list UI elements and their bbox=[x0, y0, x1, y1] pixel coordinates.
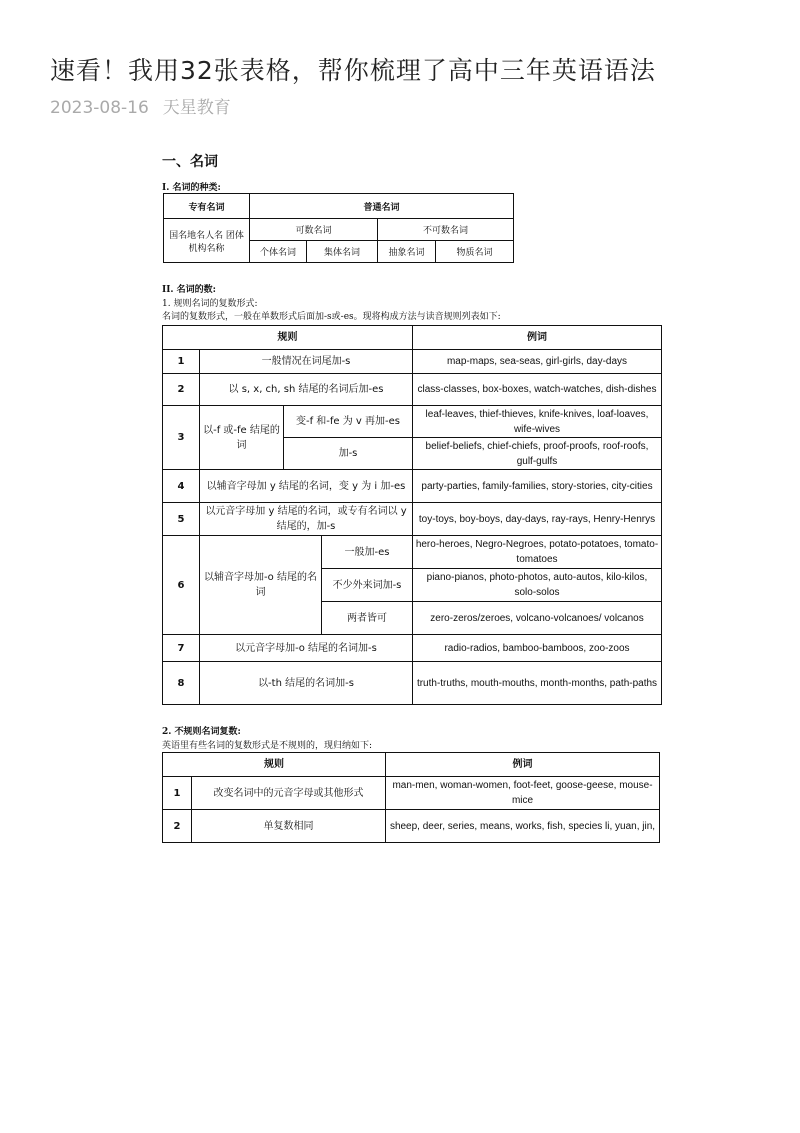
rule-cell: 以-f 或-fe 结尾的词 bbox=[200, 406, 284, 470]
row-number: 2 bbox=[163, 810, 192, 843]
article-title: 速看！我用32张表格，帮你梳理了高中三年英语语法 bbox=[50, 56, 656, 85]
article-meta bbox=[50, 93, 231, 118]
row-number: 1 bbox=[163, 777, 192, 810]
sub-rule-cell: 加-s bbox=[284, 438, 413, 470]
row-number: 3 bbox=[163, 406, 200, 470]
cell-proper-desc: 国名地名人名 团体机构名称 bbox=[164, 219, 250, 263]
section-heading: 一、名词 bbox=[162, 154, 218, 170]
cell-abstract: 抽象名词 bbox=[378, 241, 436, 263]
rule-cell: 以 s, x, ch, sh 结尾的名词后加-es bbox=[200, 374, 413, 406]
example-cell: sheep, deer, series, means, works, fish, species li, yuan, jin, bbox=[386, 810, 660, 843]
row-number: 5 bbox=[163, 503, 200, 536]
table-row bbox=[163, 470, 662, 503]
header-rule: 规则 bbox=[163, 753, 386, 777]
sub-rule-cell: 不少外来词加-s bbox=[322, 569, 413, 602]
row-number: 8 bbox=[163, 662, 200, 705]
irregular-plural-intro: 英语里有些名词的复数形式是不规则的，现归纳如下: bbox=[162, 741, 373, 751]
table-row bbox=[163, 810, 660, 843]
row-number: 7 bbox=[163, 635, 200, 662]
table-row bbox=[163, 536, 662, 569]
cell-individual: 个体名词 bbox=[250, 241, 307, 263]
header-example: 例词 bbox=[413, 326, 662, 350]
regular-plural-intro: 名词的复数形式，一般在单数形式后面加-s或-es。现将构成方法与读音规则列表如下: bbox=[162, 312, 501, 322]
header-example: 例词 bbox=[386, 753, 660, 777]
example-cell: belief-beliefs, chief-chiefs, proof-proofs, roof-roofs, gulf-gulfs bbox=[413, 438, 662, 470]
row-number: 4 bbox=[163, 470, 200, 503]
rule-cell: 以元音字母加-o 结尾的名词加-s bbox=[200, 635, 413, 662]
rule-cell: 以辅音字母加 y 结尾的名词，变 y 为 i 加-es bbox=[200, 470, 413, 503]
regular-plural-subheading: 1. 规则名词的复数形式: bbox=[162, 299, 258, 309]
subsection-heading-types: I. 名词的种类: bbox=[162, 183, 221, 193]
noun-types-table bbox=[163, 193, 514, 263]
subsection-heading-number: II. 名词的数: bbox=[162, 285, 217, 295]
row-number: 1 bbox=[163, 350, 200, 374]
example-cell: leaf-leaves, thief-thieves, knife-knives, loaf-loaves, wife-wives bbox=[413, 406, 662, 438]
example-cell: map-maps, sea-seas, girl-girls, day-days bbox=[413, 350, 662, 374]
table-row bbox=[163, 503, 662, 536]
example-cell: class-classes, box-boxes, watch-watches, dish-dishes bbox=[413, 374, 662, 406]
header-rule: 规则 bbox=[163, 326, 413, 350]
irregular-plural-table bbox=[162, 752, 660, 843]
author-name[interactable]: 天星教育 bbox=[162, 98, 231, 118]
table-row bbox=[163, 406, 662, 438]
rule-cell: 一般情况在词尾加-s bbox=[200, 350, 413, 374]
table-row bbox=[163, 662, 662, 705]
example-cell: radio-radios, bamboo-bamboos, zoo-zoos bbox=[413, 635, 662, 662]
example-cell: party-parties, family-families, story-stories, city-cities bbox=[413, 470, 662, 503]
cell-proper-noun: 专有名词 bbox=[164, 194, 250, 219]
cell-uncountable: 不可数名词 bbox=[378, 219, 514, 241]
cell-material: 物质名词 bbox=[436, 241, 514, 263]
regular-plural-table bbox=[162, 325, 662, 705]
example-cell: piano-pianos, photo-photos, auto-autos, kilo-kilos, solo-solos bbox=[413, 569, 662, 602]
cell-common-noun: 普通名词 bbox=[250, 194, 514, 219]
example-cell: toy-toys, boy-boys, day-days, ray-rays, Henry-Henrys bbox=[413, 503, 662, 536]
rule-cell: 以-th 结尾的名词加-s bbox=[200, 662, 413, 705]
table-row bbox=[163, 777, 660, 810]
publish-date: 2023-08-16 bbox=[50, 98, 149, 118]
sub-rule-cell: 两者皆可 bbox=[322, 602, 413, 635]
rule-cell: 以辅音字母加-o 结尾的名词 bbox=[200, 536, 322, 635]
example-cell: man-men, woman-women, foot-feet, goose-geese, mouse-mice bbox=[386, 777, 660, 810]
irregular-plural-subheading: 2. 不规则名词复数: bbox=[162, 727, 241, 737]
sub-rule-cell: 变-f 和-fe 为 v 再加-es bbox=[284, 406, 413, 438]
row-number: 2 bbox=[163, 374, 200, 406]
example-cell: hero-heroes, Negro-Negroes, potato-potatoes, tomato-tomatoes bbox=[413, 536, 662, 569]
table-row bbox=[163, 350, 662, 374]
rule-cell: 以元音字母加 y 结尾的名词，或专有名词以 y 结尾的，加-s bbox=[200, 503, 413, 536]
example-cell: zero-zeros/zeroes, volcano-volcanoes/ volcanos bbox=[413, 602, 662, 635]
cell-collective: 集体名词 bbox=[307, 241, 378, 263]
rule-cell: 单复数相同 bbox=[192, 810, 386, 843]
rule-cell: 改变名词中的元音字母或其他形式 bbox=[192, 777, 386, 810]
sub-rule-cell: 一般加-es bbox=[322, 536, 413, 569]
table-row bbox=[163, 635, 662, 662]
row-number: 6 bbox=[163, 536, 200, 635]
example-cell: truth-truths, mouth-mouths, month-months, path-paths bbox=[413, 662, 662, 705]
cell-countable: 可数名词 bbox=[250, 219, 378, 241]
table-row bbox=[163, 374, 662, 406]
